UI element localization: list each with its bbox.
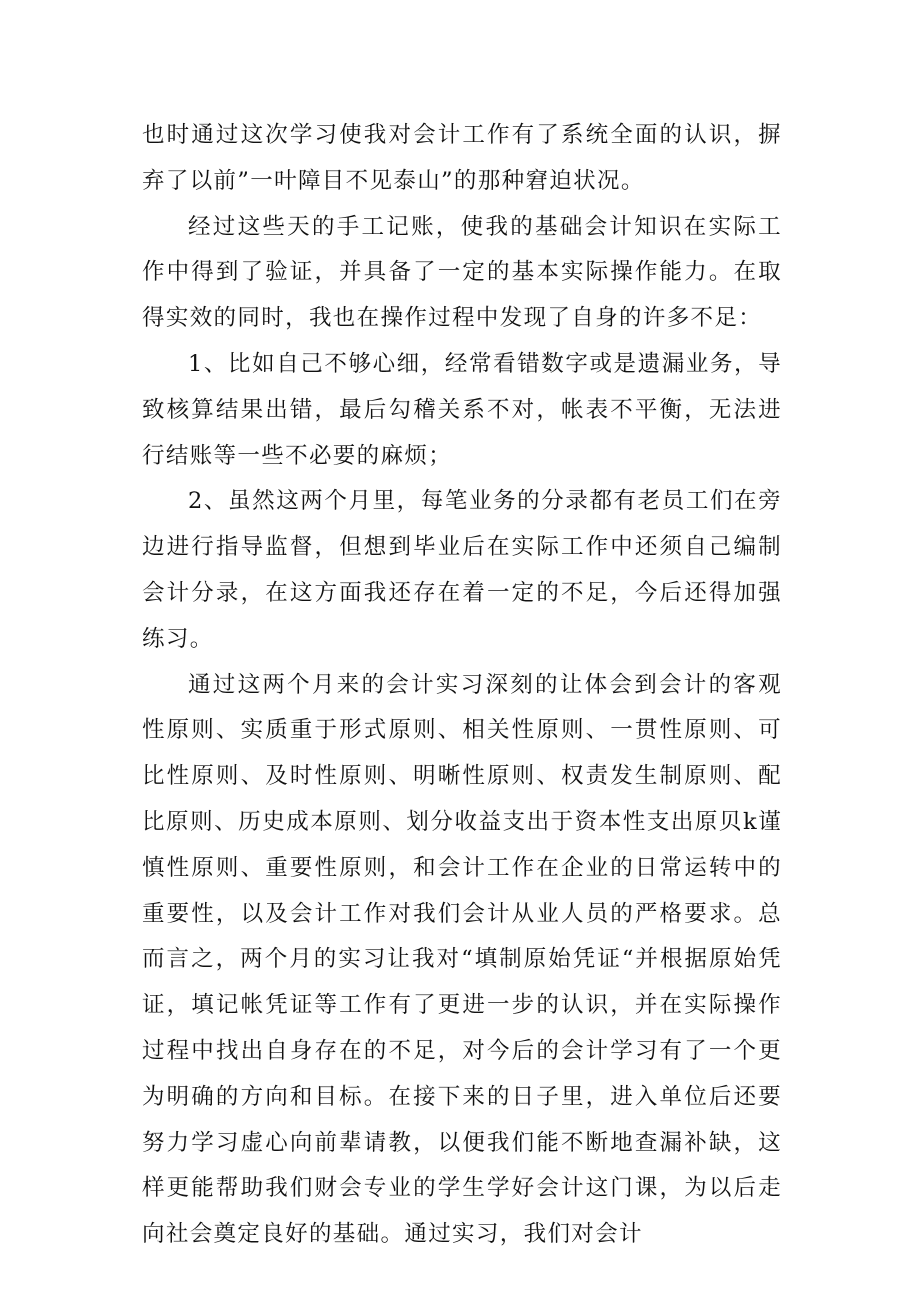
- paragraph-3-item-1: 1、比如自己不够心细，经常看错数字或是遗漏业务，导致核算结果出错，最后勾稽关系不对，帐表不平衡，无法进行结账等一些不必要的麻烦；: [142, 350, 782, 469]
- paragraph-5: 通过这两个月来的会计实习深刻的让体会到会计的客观性原则、实质重于形式原则、相关性原则、一贯性原则、可比性原则、及时性原则、明晰性原则、权责发生制原则、配比原则、历史成本原则、划分收益支出于资本性支出原贝k谨慎性原则、重要性原则，和会计工作在企业的日常运转中的重要性，以及会计工作对我们会计从业人员的严格要求。总而言之，两个月的实习让我对“填制原始凭证“并根据原始凭证，填记帐凭证等工作有了更进一步的认识，并在实际操作过程中找出自身存在的不足，对今后的会计学习有了一个更为明确的方向和目标。在接下来的日子里，进入单位后还要努力学习虚心向前辈请教，以便我们能不断地查漏补缺，这样更能帮助我们财会专业的学生学好会计这门课，为以后走向社会奠定良好的基础。通过实习，我们对会计: [142, 671, 782, 1248]
- document-page: [142, 113, 782, 1258]
- paragraph-1: 也时通过这次学习使我对会计工作有了系统全面的认识，摒弃了以前”一叶障目不见泰山”的那种窘迫状况。: [142, 122, 782, 194]
- paragraph-4-item-2: 2、虽然这两个月里，每笔业务的分录都有老员工们在旁边进行指导监督，但想到毕业后在实际工作中还须自己编制会计分录，在这方面我还存在着一定的不足，今后还得加强练习。: [142, 488, 782, 652]
- paragraph-2: 经过这些天的手工记账，使我的基础会计知识在实际工作中得到了验证，并具备了一定的基本实际操作能力。在取得实效的同时，我也在操作过程中发现了自身的许多不足：: [142, 213, 782, 332]
